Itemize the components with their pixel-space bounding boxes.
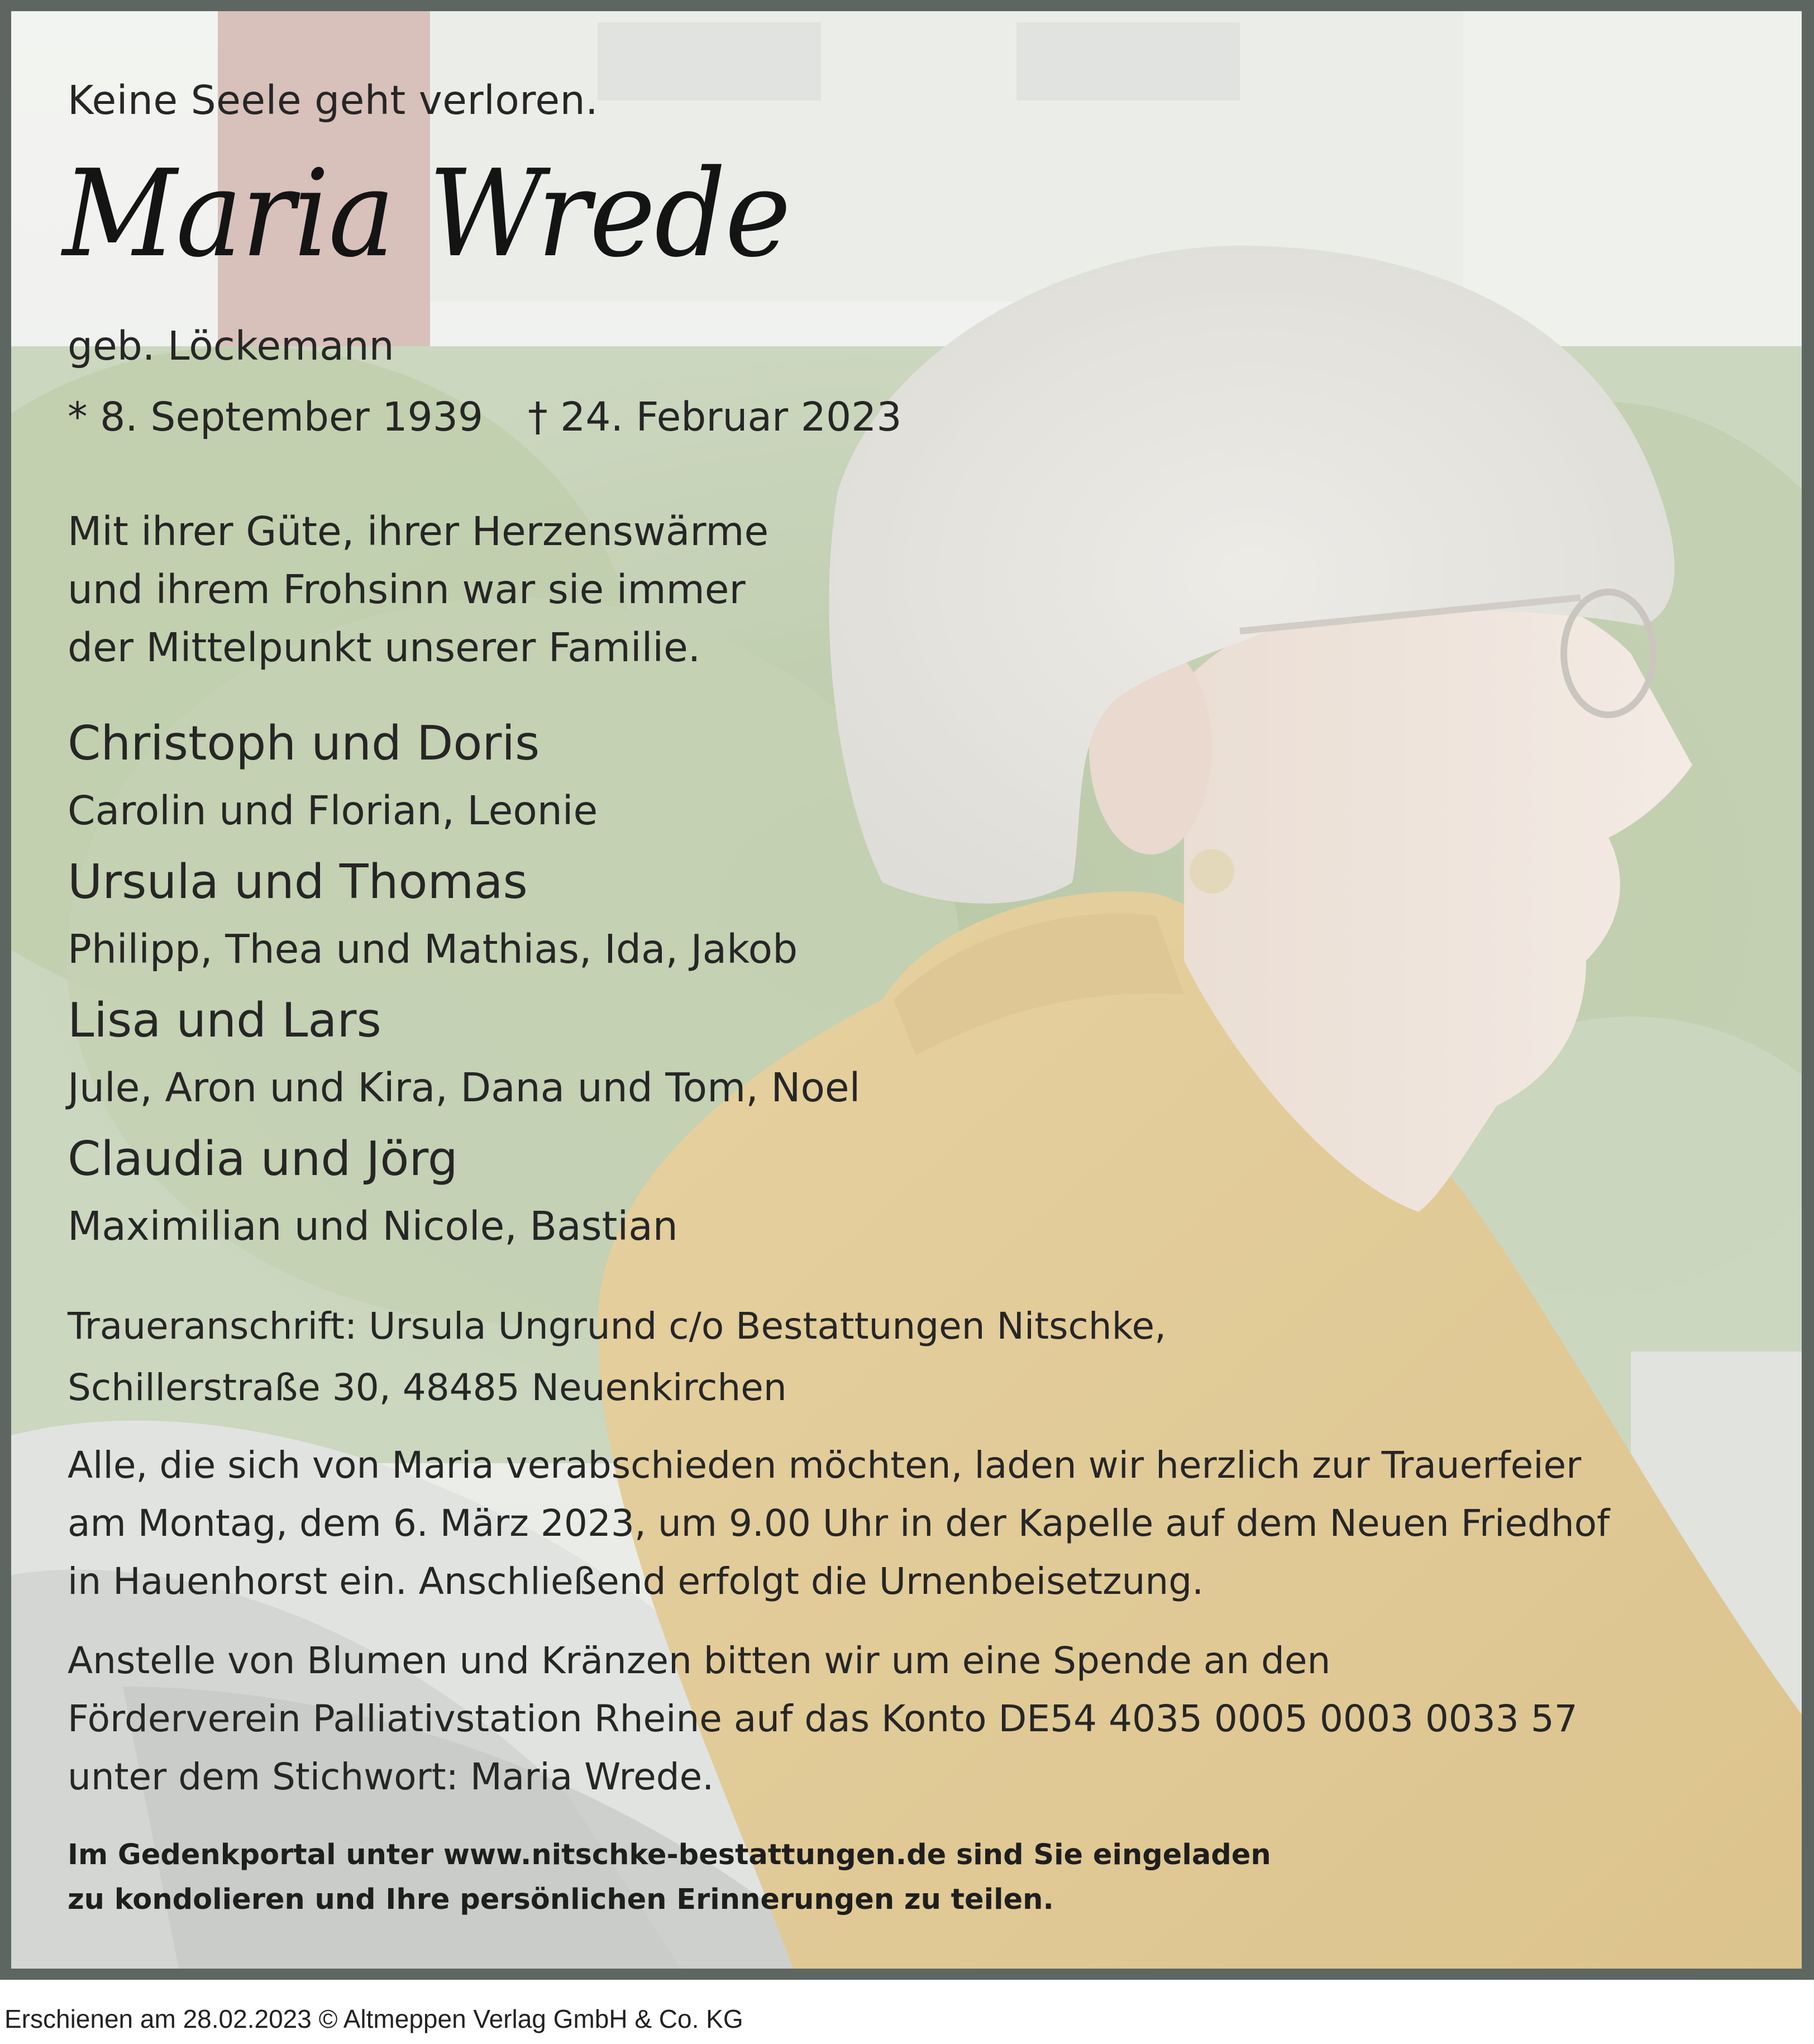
memorial-portal-note (68, 1833, 1271, 1922)
service-line: in Hauenhorst ein. Anschließend erfolgt die Urnenbeisetzung. (68, 1560, 1204, 1603)
family-names: Claudia und Jörg (68, 1131, 458, 1187)
donation-line: unter dem Stichwort: Maria Wrede. (68, 1755, 714, 1798)
service-line: Alle, die sich von Maria verabschieden möchten, laden wir herzlich zur Trauerfeier (68, 1444, 1582, 1487)
donation-text (68, 1632, 1578, 1806)
deceased-name: Maria Wrede (63, 144, 790, 284)
tribute-text (68, 503, 768, 677)
family-names: Lisa und Lars (68, 993, 381, 1048)
motto: Keine Seele geht verloren. (68, 77, 599, 123)
portal-line: zu kondolieren und Ihre persönlichen Erinnerungen zu teilen. (68, 1883, 1054, 1916)
address-line: Schillerstraße 30, 48485 Neuenkirchen (68, 1366, 787, 1409)
birth-date: * 8. September 1939 (68, 394, 484, 440)
publication-credit: Erschienen am 28.02.2023 © Altmeppen Verlag GmbH & Co. KG (4, 2004, 743, 2033)
service-text (68, 1436, 1610, 1611)
tribute-line: der Mittelpunkt unserer Familie. (68, 624, 701, 671)
birth-name: geb. Löckemann (68, 323, 394, 369)
portal-line: Im Gedenkportal unter www.nitschke-bestattungen.de sind Sie eingeladen (68, 1838, 1271, 1871)
mourning-address (68, 1296, 1166, 1419)
family-children: Carolin und Florian, Leonie (68, 787, 598, 834)
death-date: † 24. Februar 2023 (528, 394, 902, 440)
tribute-line: Mit ihrer Güte, ihrer Herzenswärme (68, 508, 769, 555)
life-dates (68, 394, 902, 440)
family-children: Philipp, Thea und Mathias, Ida, Jakob (68, 926, 798, 972)
family-names: Ursula und Thomas (68, 854, 528, 910)
notice-content (11, 11, 1802, 1969)
service-line: am Montag, dem 6. März 2023, um 9.00 Uhr in der Kapelle auf dem Neuen Friedhof (68, 1502, 1610, 1545)
family-children: Jule, Aron und Kira, Dana und Tom, Noel (68, 1064, 861, 1111)
family-children: Maximilian und Nicole, Bastian (68, 1203, 678, 1249)
address-line: Traueranschrift: Ursula Ungrund c/o Bestattungen Nitschke, (68, 1305, 1167, 1348)
family-names: Christoph und Doris (68, 716, 540, 771)
donation-line: Anstelle von Blumen und Kränzen bitten wir um eine Spende an den (68, 1639, 1331, 1682)
tribute-line: und ihrem Frohsinn war sie immer (68, 566, 746, 613)
donation-line: Förderverein Palliativstation Rheine auf das Konto DE54 4035 0005 0003 0033 57 (68, 1697, 1578, 1740)
